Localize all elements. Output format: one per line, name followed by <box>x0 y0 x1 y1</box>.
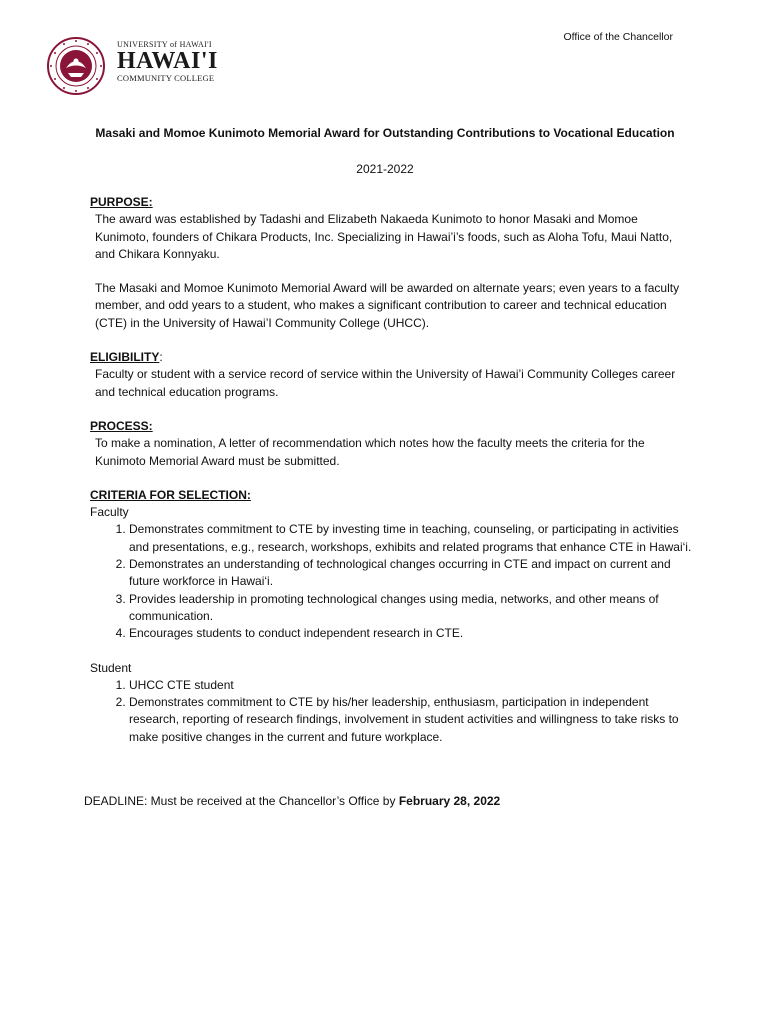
student-criteria-item: 2. Demonstrates commitment to CTE by his/her leadership, enthusiasm, participation in independent research, reporting of research findings, involvement in student activities and willingness to take risks to make positive changes in the current and future workplace. <box>129 694 695 746</box>
eligibility-text: Faculty or student with a service record of service within the University of Hawai’i Community Colleges career and technical education programs. <box>95 367 676 399</box>
purpose-paragraph-2: The Masaki and Momoe Kunimoto Memorial Award will be awarded on alternate years; even years to a faculty member, and odd years to a student, who makes a significant contribution to career and technical education (CTE) in the University of Hawai’I Community College (UHCC). <box>95 281 680 330</box>
process-text: To make a nomination, A letter of recommendation which notes how the faculty meets the criteria for the Kunimoto Memorial Award must be submitted. <box>95 436 645 468</box>
faculty-criteria-list <box>90 521 695 642</box>
deadline-line <box>84 794 500 808</box>
faculty-criteria-item: 1. Demonstrates commitment to CTE by investing time in teaching, counseling, or participating in activities and presentations, e.g., research, workshops, exhibits and related programs that enhance CTE in Hawai‘i. <box>129 521 695 556</box>
purpose-heading: PURPOSE: <box>90 195 153 209</box>
document-body <box>90 194 695 746</box>
process-heading: PROCESS: <box>90 418 153 433</box>
student-criteria-list <box>90 677 695 746</box>
office-label: Office of the Chancellor <box>563 31 673 43</box>
faculty-criteria-item: 2. Demonstrates an understanding of technological changes occurring in CTE and impact on current and future workforce in Hawai‘i. <box>129 556 695 591</box>
faculty-criteria-item: 3. Provides leadership in promoting technological changes using media, networks, and other means of communication. <box>129 591 695 626</box>
deadline-date: February 28, 2022 <box>398 794 501 808</box>
eligibility-colon: : <box>159 350 163 365</box>
student-label: Student <box>90 660 132 675</box>
faculty-label: Faculty <box>90 505 129 520</box>
college-wordmark <box>117 40 218 83</box>
college-seal-icon <box>46 36 106 96</box>
wordmark-university: UNIVERSITY of HAWAI'I <box>117 40 212 49</box>
eligibility-heading-row <box>90 349 695 366</box>
wordmark-college: COMMUNITY COLLEGE <box>117 73 215 83</box>
wordmark-hawaii: HAWAI'I <box>117 48 218 74</box>
purpose-paragraph-1: The award was established by Tadashi and Elizabeth Nakaeda Kunimoto to honor Masaki and Momoe Kunimoto, founders of Chikara Products, Inc. Specializing in Hawai’i’s foods, such as Aloha Tofu, Maui Natto, and Chikara Konnyaku. <box>95 212 673 261</box>
college-logo <box>46 36 216 96</box>
document-title: Masaki and Momoe Kunimoto Memorial Award for Outstanding Contributions to Vocational Education <box>95 126 675 140</box>
student-criteria-item: 1. UHCC CTE student <box>129 677 695 694</box>
faculty-criteria-item: 4. Encourages students to conduct independent research in CTE. <box>129 625 695 642</box>
document-year: 2021-2022 <box>356 162 414 176</box>
criteria-heading: CRITERIA FOR SELECTION: <box>90 487 251 502</box>
deadline-prefix: DEADLINE: Must be received at the Chancellor’s Office by <box>84 794 399 808</box>
eligibility-heading: ELIGIBILITY <box>90 350 160 365</box>
